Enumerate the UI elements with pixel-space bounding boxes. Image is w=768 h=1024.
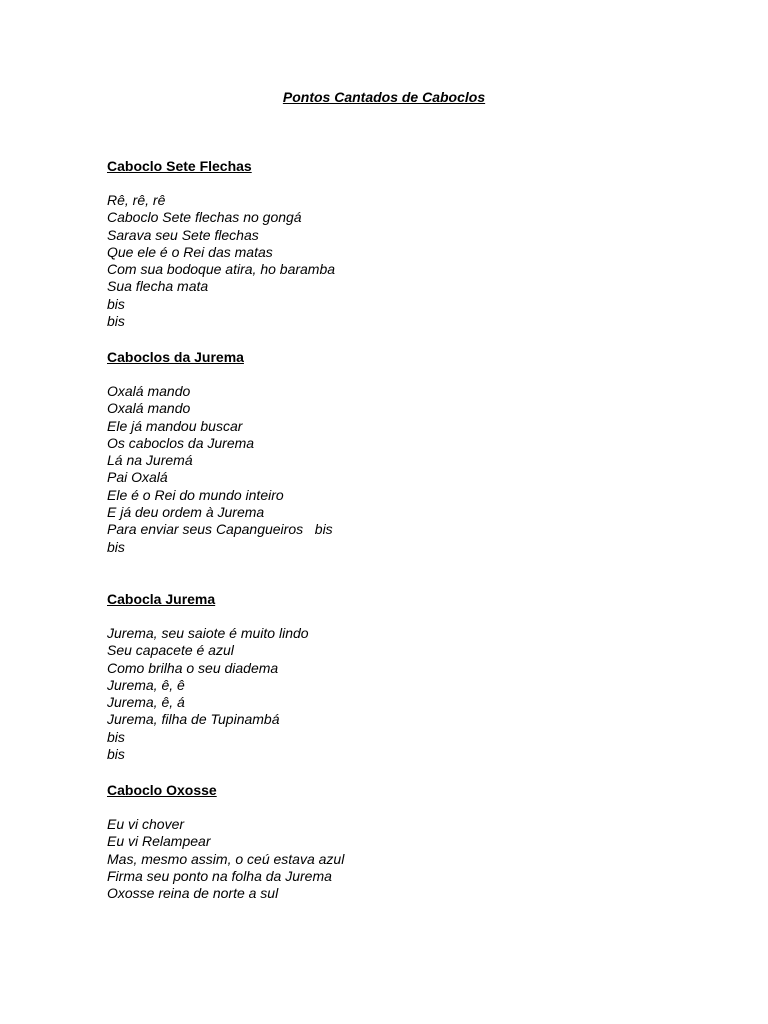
lyric-line: Que ele é o Rei das matas (107, 243, 273, 260)
lyric-line: Para enviar seus Capangueiros bis (107, 521, 333, 538)
section-heading: Caboclo Sete Flechas (107, 158, 252, 174)
lyric-line: Como brilha o seu diadema (107, 659, 279, 676)
lyric-line: Oxalá mando (107, 400, 191, 417)
lyric-line: Rê, rê, rê (107, 192, 166, 208)
section-heading: Caboclo Oxosse (107, 782, 217, 798)
lyric-line: Eu vi Relampear (107, 833, 211, 850)
document-title: Pontos Cantados de Caboclos (282, 89, 486, 105)
lyric-line: Oxosse reina de norte a sul (107, 885, 279, 902)
lyric-line: Eu vi chover (107, 816, 185, 832)
section-caboclos-da-jurema (107, 349, 667, 556)
section-caboclo-oxosse (107, 782, 667, 902)
lyric-line: Pai Oxalá (107, 469, 168, 486)
lyric-line: Sarava seu Sete flechas (107, 226, 259, 243)
lyric-line: Ele é o Rei do mundo inteiro (107, 486, 284, 503)
lyric-line: Oxalá mando (107, 383, 191, 399)
lyric-line: Os caboclos da Jurema (107, 434, 255, 451)
lyric-line: Seu capacete é azul (107, 642, 234, 659)
lyric-line: Ele já mandou buscar (107, 417, 243, 434)
lyric-line: Jurema, ê, á (107, 694, 185, 711)
lyric-line: Lá na Juremá (107, 452, 193, 469)
lyric-line: bis (107, 538, 125, 555)
section-caboclo-sete-flechas (107, 158, 667, 330)
lyric-line: Jurema, seu saiote é muito lindo (107, 625, 309, 641)
lyric-line: E já deu ordem à Jurema (107, 504, 265, 521)
lyric-line: bis (107, 313, 125, 330)
lyric-line: bis (107, 295, 125, 312)
section-heading: Caboclos da Jurema (107, 349, 244, 365)
lyric-line: bis (107, 728, 125, 745)
lyric-line: Sua flecha mata (107, 278, 209, 295)
lyric-line: Caboclo Sete flechas no gongá (107, 209, 302, 226)
lyric-line: Mas, mesmo assim, o ceú estava azul (107, 850, 345, 867)
lyric-line: Firma seu ponto na folha da Jurema (107, 867, 332, 884)
lyric-line: Com sua bodoque atira, ho baramba (107, 261, 336, 278)
section-heading: Cabocla Jurema (107, 591, 216, 607)
lyric-line: bis (107, 746, 125, 763)
lyric-line: Jurema, filha de Tupinambá (107, 711, 280, 728)
section-cabocla-jurema (107, 591, 667, 763)
lyric-line: Jurema, ê, ê (107, 676, 185, 693)
